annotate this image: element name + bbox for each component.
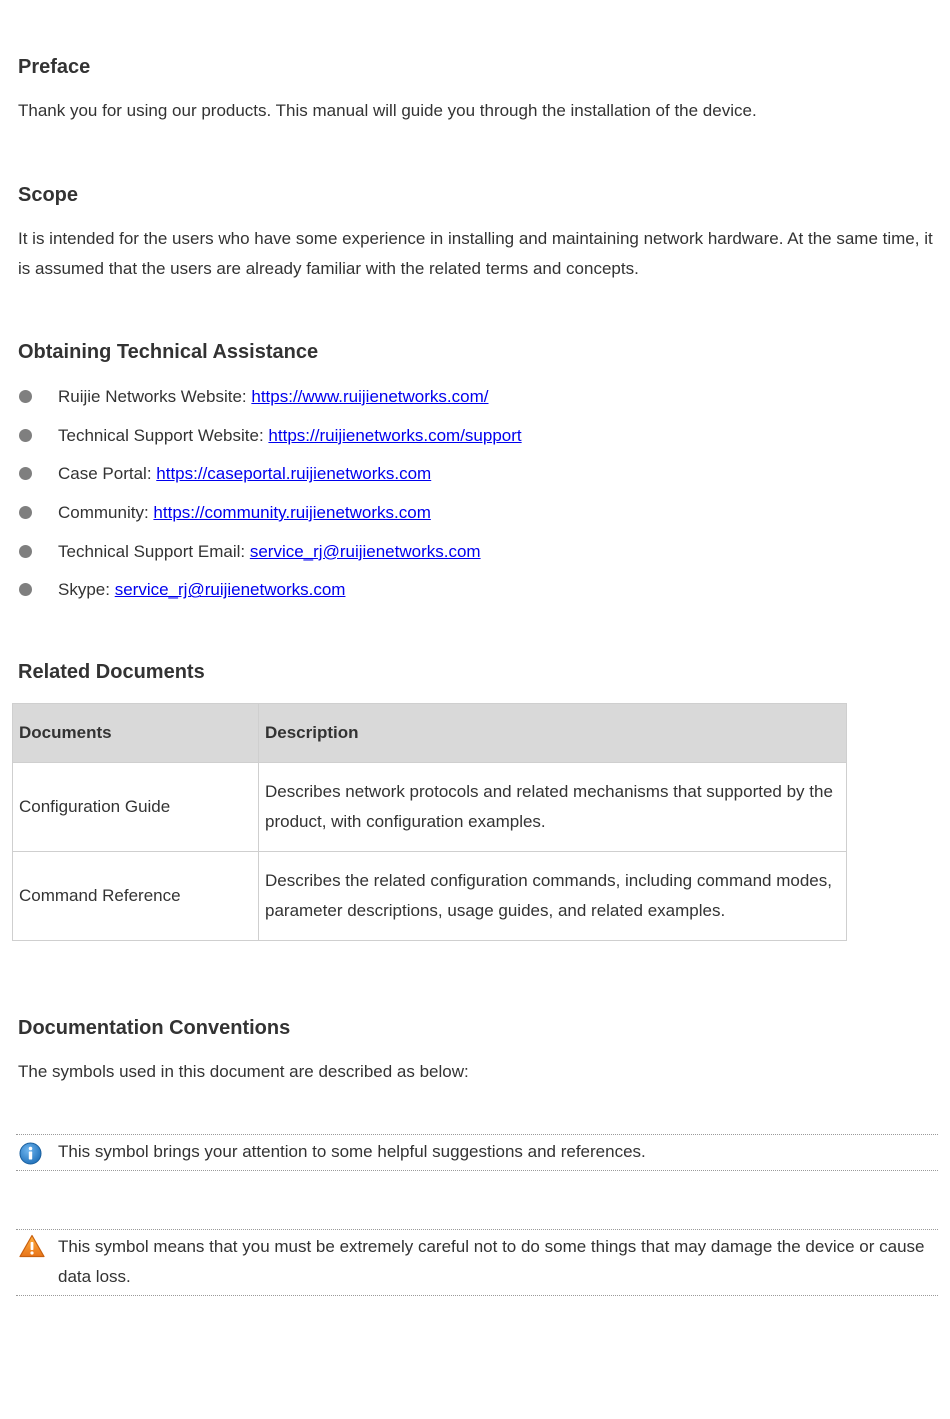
bullet-icon: [19, 545, 32, 558]
warning-text-line: data loss.: [58, 1267, 131, 1286]
description-line: Describes the related configuration commands, including command modes,: [265, 871, 832, 890]
bullet-icon: [19, 583, 32, 596]
description-cell: [259, 852, 847, 941]
document-name-cell: Configuration Guide: [13, 763, 259, 852]
case-portal-link[interactable]: https://caseportal.ruijienetworks.com: [156, 464, 432, 484]
assistance-heading: Obtaining Technical Assistance: [18, 341, 319, 363]
related-documents-heading: Related Documents: [18, 661, 205, 683]
preface-text: Thank you for using our products. This manual will guide you through the installation of the device.: [18, 101, 757, 120]
list-item: [0, 382, 522, 421]
list-item-label: Case Portal:: [58, 464, 157, 484]
scope-heading: Scope: [18, 184, 79, 206]
bullet-icon: [19, 429, 32, 442]
list-item: [0, 459, 522, 498]
bullet-icon: [19, 390, 32, 403]
list-item: [0, 537, 522, 576]
list-item: [0, 575, 522, 614]
support-website-link[interactable]: https://ruijienetworks.com/support: [268, 425, 522, 445]
list-item-label: Technical Support Website:: [58, 425, 269, 445]
document-name-cell: Command Reference: [13, 852, 259, 941]
table-row: [13, 763, 847, 852]
description-line: Describes network protocols and related mechanisms that supported by the: [265, 782, 833, 801]
description-line: product, with configuration examples.: [265, 812, 546, 831]
list-item-label: Ruijie Networks Website:: [58, 387, 252, 406]
warning-notice: [16, 1229, 938, 1296]
column-header-description: Description: [259, 704, 847, 763]
table-header-row: [13, 704, 847, 763]
list-item-label: Skype:: [58, 580, 115, 600]
bullet-icon: [19, 506, 32, 519]
related-documents-table: [12, 703, 847, 941]
scope-text-line-2: is assumed that the users are already familiar with the related terms and concepts.: [18, 259, 639, 278]
skype-link[interactable]: service_rj@ruijienetworks.com: [114, 580, 346, 600]
table-row: [13, 852, 847, 941]
bullet-icon: [19, 467, 32, 480]
column-header-documents: Documents: [13, 704, 259, 763]
scope-text-line-1: It is intended for the users who have some experience in installing and maintaining network hardware. At the same time, it: [18, 229, 933, 248]
preface-heading: Preface: [18, 56, 91, 78]
description-line: parameter descriptions, usage guides, and related examples.: [265, 901, 726, 920]
website-link[interactable]: https://www.ruijienetworks.com/: [251, 387, 489, 406]
warning-text-line: This symbol means that you must be extremely careful not to do some things that may damage the device or cause: [58, 1237, 925, 1256]
description-cell: [259, 763, 847, 852]
support-email-link[interactable]: service_rj@ruijienetworks.com: [249, 541, 481, 561]
list-item-label: Technical Support Email:: [58, 541, 250, 561]
conventions-heading: Documentation Conventions: [18, 1017, 291, 1039]
warning-notice-text: [58, 1230, 938, 1295]
list-item: [0, 421, 522, 460]
community-link[interactable]: https://community.ruijienetworks.com: [153, 503, 431, 523]
info-notice: [16, 1134, 938, 1171]
info-icon: [19, 1142, 42, 1175]
list-item: [0, 498, 522, 537]
list-item-label: Community:: [58, 503, 154, 523]
info-notice-text: This symbol brings your attention to some helpful suggestions and references.: [58, 1142, 646, 1161]
conventions-intro: The symbols used in this document are described as below:: [18, 1062, 469, 1081]
assistance-list: [0, 382, 522, 614]
warning-icon: [19, 1234, 45, 1268]
